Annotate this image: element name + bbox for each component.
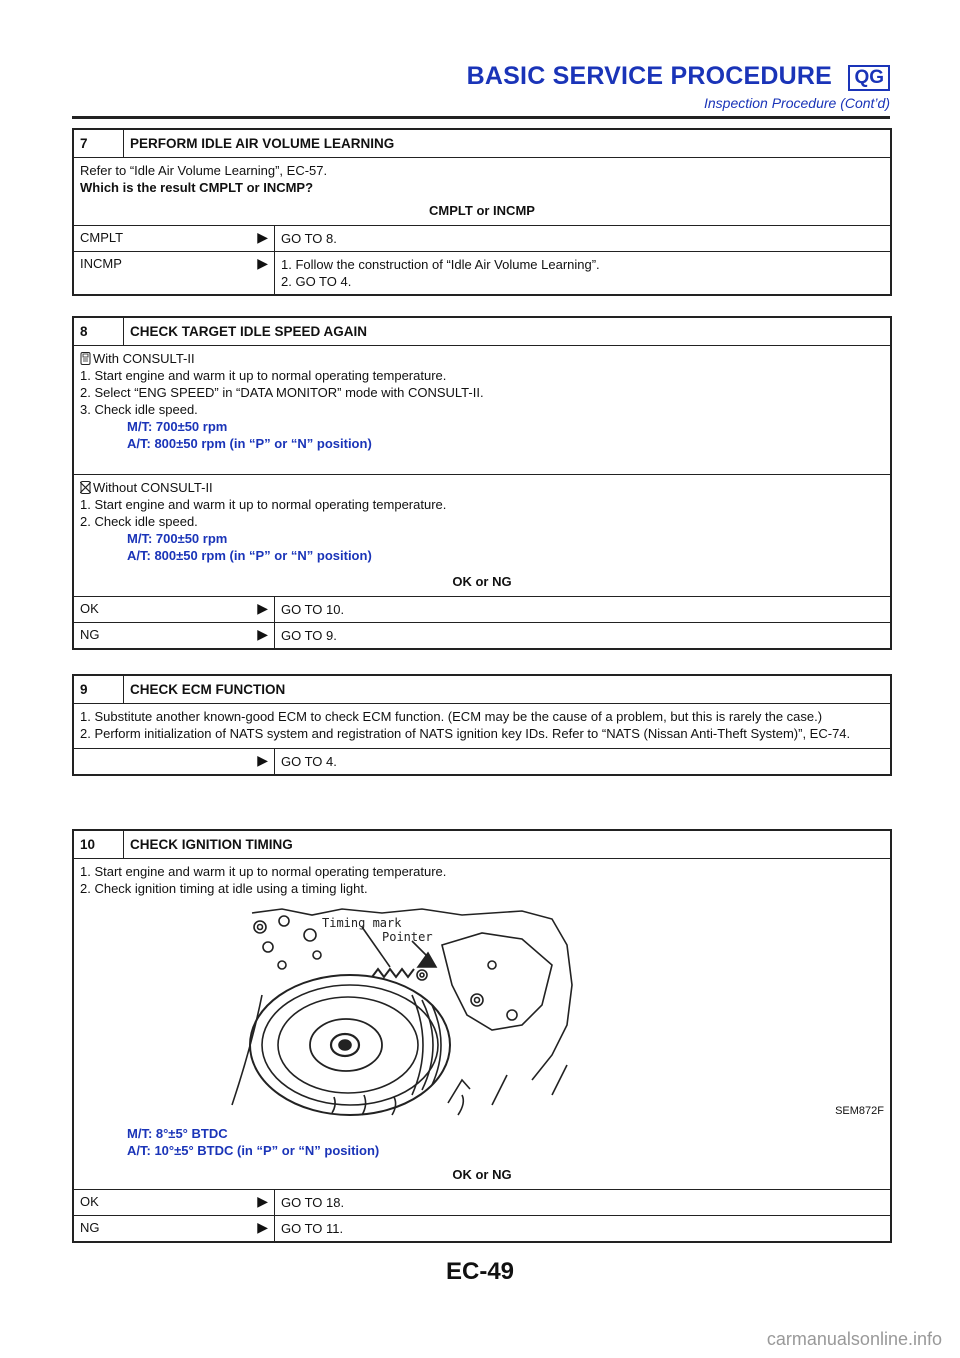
section-8 xyxy=(72,316,892,650)
result-label: NG xyxy=(80,627,100,642)
result-label: OK xyxy=(80,601,99,616)
arrow-icon: ▶ xyxy=(257,600,268,616)
spec-value: M/T: 700±50 rpm xyxy=(127,419,228,434)
result-row xyxy=(74,1215,890,1241)
section-7 xyxy=(72,128,892,296)
section-header xyxy=(74,318,890,346)
section-title: CHECK ECM FUNCTION xyxy=(130,682,286,697)
result-row xyxy=(74,251,890,294)
timing-figure xyxy=(222,905,742,1117)
step-text: 3. Check idle speed. xyxy=(80,402,198,417)
without-consult-block xyxy=(74,475,890,596)
result-row xyxy=(74,1189,890,1215)
result-options: CMPLT or INCMP xyxy=(429,203,535,218)
no-consult-icon xyxy=(80,481,91,494)
pointer-label: Pointer xyxy=(382,930,433,944)
step-text: 1. Start engine and warm it up to normal operating temperature. xyxy=(80,497,447,512)
step-text: 2. Check idle speed. xyxy=(80,514,198,529)
result-label-cell xyxy=(74,623,274,648)
section-number: 10 xyxy=(74,831,124,858)
step-text: 1. Start engine and warm it up to normal operating temperature. xyxy=(80,368,447,383)
subsection-heading: With CONSULT-II xyxy=(93,351,195,366)
section-header xyxy=(74,676,890,704)
spec-value: A/T: 800±50 rpm (in “P” or “N” position) xyxy=(127,436,372,451)
section-body xyxy=(74,704,890,748)
consult-icon xyxy=(80,352,91,365)
section-header xyxy=(74,130,890,158)
footer-watermark: carmanualsonline.info xyxy=(766,1329,942,1349)
timing-mark-label: Timing mark xyxy=(322,916,402,930)
spec-value: A/T: 800±50 rpm (in “P” or “N” position) xyxy=(127,548,372,563)
figure-code: SEM872F xyxy=(835,1105,884,1117)
page-title: BASIC SERVICE PROCEDURE xyxy=(466,62,832,90)
section-number: 7 xyxy=(74,130,124,157)
page-header xyxy=(72,62,890,120)
section-number: 9 xyxy=(74,676,124,703)
step-text: 2. Select “ENG SPEED” in “DATA MONITOR” mode with CONSULT-II. xyxy=(80,385,484,400)
arrow-icon: ▶ xyxy=(257,255,268,271)
action-step: 1. Follow the construction of “Idle Air Volume Learning”. xyxy=(281,257,600,272)
with-consult-block xyxy=(74,346,890,474)
step-text: 2. Perform initialization of NATS system and registration of NATS ignition key IDs. Refer to “NATS (Nissan Anti-Theft System)”, EC-74. xyxy=(80,726,851,741)
section-number: 8 xyxy=(74,318,124,345)
result-label: INCMP xyxy=(80,256,122,271)
section-header xyxy=(74,831,890,859)
section-title: PERFORM IDLE AIR VOLUME LEARNING xyxy=(130,136,395,151)
arrow-icon: ▶ xyxy=(257,229,268,245)
result-row xyxy=(74,622,890,648)
action-step: 2. GO TO 4. xyxy=(281,274,352,289)
result-action: GO TO 8. xyxy=(274,226,890,251)
result-action: GO TO 11. xyxy=(274,1216,890,1241)
result-row xyxy=(74,748,890,774)
result-label-cell xyxy=(74,1190,274,1215)
page-number: EC-49 xyxy=(445,1258,515,1285)
section-body xyxy=(74,859,890,1189)
result-action: GO TO 18. xyxy=(274,1190,890,1215)
section-title: CHECK IGNITION TIMING xyxy=(130,837,293,852)
result-label-cell xyxy=(74,252,274,294)
reference-text: Refer to “Idle Air Volume Learning”, EC-57. xyxy=(80,163,328,178)
arrow-icon: ▶ xyxy=(257,626,268,642)
spec-value: M/T: 8°±5° BTDC xyxy=(127,1126,228,1141)
step-text: 1. Start engine and warm it up to normal operating temperature. xyxy=(80,864,447,879)
spec-value: M/T: 700±50 rpm xyxy=(127,531,228,546)
section-10 xyxy=(72,829,892,1243)
section-body xyxy=(74,158,890,225)
result-options: OK or NG xyxy=(452,574,512,589)
engine-pulley-illustration xyxy=(222,905,742,1117)
result-action: GO TO 9. xyxy=(274,623,890,648)
result-row xyxy=(74,225,890,251)
result-action xyxy=(274,252,890,294)
result-label-cell xyxy=(74,749,274,774)
section-9 xyxy=(72,674,892,776)
result-label-cell xyxy=(74,1216,274,1241)
subsection-heading: Without CONSULT-II xyxy=(93,480,213,495)
arrow-icon: ▶ xyxy=(257,1193,268,1209)
section-title: CHECK TARGET IDLE SPEED AGAIN xyxy=(130,324,368,339)
result-label-cell xyxy=(74,226,274,251)
engine-badge: QG xyxy=(848,65,890,91)
result-label: OK xyxy=(80,1194,99,1209)
page-subtitle: Inspection Procedure (Cont’d) xyxy=(704,95,890,111)
result-action: GO TO 10. xyxy=(274,597,890,622)
question-text: Which is the result CMPLT or INCMP? xyxy=(80,180,314,195)
result-row xyxy=(74,596,890,622)
result-action: GO TO 4. xyxy=(274,749,890,774)
spec-value: A/T: 10°±5° BTDC (in “P” or “N” position) xyxy=(127,1143,380,1158)
result-label: NG xyxy=(80,1220,100,1235)
arrow-icon: ▶ xyxy=(257,752,268,768)
header-rule xyxy=(72,116,890,119)
result-label-cell xyxy=(74,597,274,622)
step-text: 1. Substitute another known-good ECM to check ECM function. (ECM may be the cause of a problem, but this is rarely the case.) xyxy=(80,709,823,724)
arrow-icon: ▶ xyxy=(257,1219,268,1235)
result-options: OK or NG xyxy=(452,1167,512,1182)
result-label: CMPLT xyxy=(80,230,124,245)
step-text: 2. Check ignition timing at idle using a timing light. xyxy=(80,881,368,896)
